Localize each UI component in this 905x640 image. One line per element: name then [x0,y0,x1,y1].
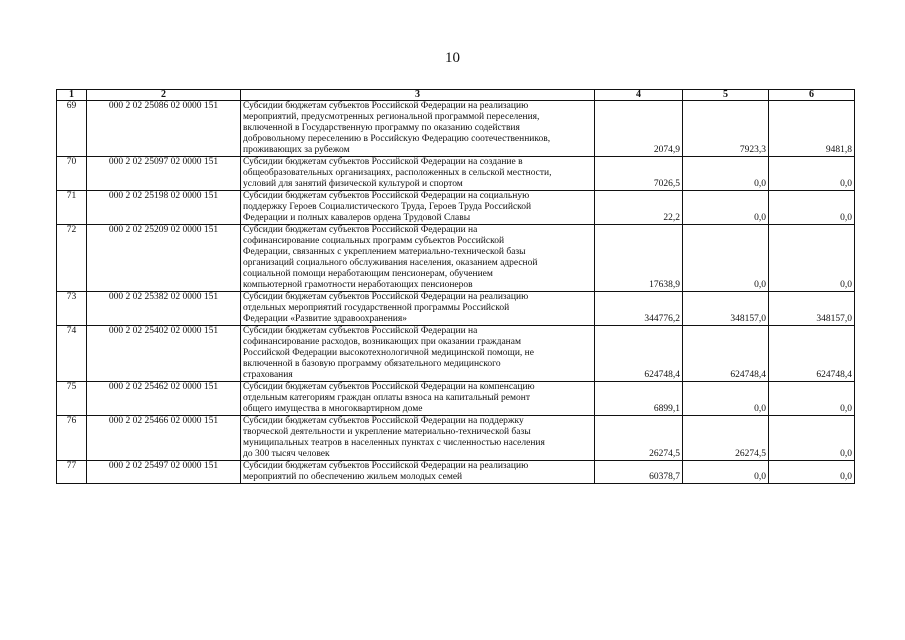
column-header-1: 1 [57,90,87,101]
description-line: Федерации, связанных с укреплением материально-технической базы [243,247,526,257]
row-description [241,191,595,225]
value-col-5: 7923,3 [683,101,769,157]
value-col-6: 0,0 [769,416,855,461]
value-col-4: 2074,9 [595,101,683,157]
value-col-4: 26274,5 [595,416,683,461]
budget-code: 000 2 02 25462 02 0000 151 [87,382,241,416]
value-col-5: 0,0 [683,225,769,292]
description-line: Субсидии бюджетам субъектов Российской Федерации на реализацию [243,461,529,471]
table-row [57,326,855,382]
description-line: до 300 тысяч человек [243,449,330,459]
description-line: включенной в Государственную программу по оказанию содействия [243,123,520,133]
table-row [57,292,855,326]
row-description [241,326,595,382]
value-col-5: 0,0 [683,461,769,484]
description-line: страхования [243,370,293,380]
value-col-4: 6899,1 [595,382,683,416]
row-description [241,292,595,326]
value-col-4: 7026,5 [595,157,683,191]
column-header-6: 6 [769,90,855,101]
value-col-6: 0,0 [769,157,855,191]
row-number: 72 [57,225,87,292]
description-line: организаций социального обслуживания населения, оказанием адресной [243,258,538,268]
value-col-6: 0,0 [769,382,855,416]
description-line: общего имущества в многоквартирном доме [243,404,423,414]
value-col-6: 0,0 [769,225,855,292]
row-description [241,101,595,157]
row-number: 74 [57,326,87,382]
value-col-6: 0,0 [769,191,855,225]
description-line: Субсидии бюджетам субъектов Российской Федерации на реализацию [243,292,529,302]
value-col-4: 22,2 [595,191,683,225]
row-description [241,416,595,461]
value-col-6: 0,0 [769,461,855,484]
table-row [57,461,855,484]
value-col-6: 9481,8 [769,101,855,157]
row-description [241,382,595,416]
value-col-6: 624748,4 [769,326,855,382]
row-number: 76 [57,416,87,461]
description-line: Субсидии бюджетам субъектов Российской Федерации на реализацию [243,101,529,111]
description-line: добровольному переселению в Российскую Федерацию соотечественников, [243,134,551,144]
table-row [57,191,855,225]
row-number: 75 [57,382,87,416]
value-col-5: 348157,0 [683,292,769,326]
description-line: социальной помощи неработающим пенсионерам, обучением [243,269,493,279]
description-line: поддержку Героев Социалистического Труда, Героев Труда Российской [243,202,532,212]
row-number: 70 [57,157,87,191]
table-row [57,416,855,461]
description-line: софинансирование расходов, возникающих при оказании гражданам [243,337,521,347]
table-row [57,382,855,416]
column-header-4: 4 [595,90,683,101]
header-row [57,90,855,101]
budget-table [56,89,855,484]
table-row [57,157,855,191]
description-line: проживающих за рубежом [243,145,350,155]
value-col-4: 624748,4 [595,326,683,382]
description-line: муниципальных театров в населенных пунктах с численностью населения [243,438,545,448]
value-col-5: 26274,5 [683,416,769,461]
description-line: Субсидии бюджетам субъектов Российской Федерации на социальную [243,191,530,201]
description-line: мероприятий, предусмотренных региональной программой переселения, [243,112,540,122]
description-line: Федерации и полных кавалеров ордена Трудовой Славы [243,213,471,223]
description-line: софинансирование социальных программ субъектов Российской [243,236,505,246]
column-header-3: 3 [241,90,595,101]
column-header-2: 2 [87,90,241,101]
description-line: Федерации «Развитие здравоохранения» [243,314,408,324]
description-line: Субсидии бюджетам субъектов Российской Федерации на компенсацию [243,382,535,392]
description-line: творческой деятельности и укрепление материально-технической базы [243,427,531,437]
budget-code: 000 2 02 25086 02 0000 151 [87,101,241,157]
budget-code: 000 2 02 25402 02 0000 151 [87,326,241,382]
row-number: 71 [57,191,87,225]
row-number: 77 [57,461,87,484]
description-line: Российской Федерации высокотехнологичной медицинской помощи, не [243,348,534,358]
description-line: отдельных мероприятий государственной программы Российской [243,303,510,313]
value-col-4: 60378,7 [595,461,683,484]
description-line: включенной в базовую программу обязательного медицинского [243,359,501,369]
description-line: общеобразовательных организациях, расположенных в сельской местности, [243,168,552,178]
value-col-5: 0,0 [683,157,769,191]
value-col-4: 344776,2 [595,292,683,326]
description-line: Субсидии бюджетам субъектов Российской Федерации на поддержку [243,416,524,426]
row-description [241,461,595,484]
row-description [241,225,595,292]
value-col-5: 0,0 [683,191,769,225]
description-line: Субсидии бюджетам субъектов Российской Федерации на [243,225,478,235]
row-description [241,157,595,191]
description-line: компьютерной грамотности неработающих пенсионеров [243,280,473,290]
value-col-4: 17638,9 [595,225,683,292]
value-col-6: 348157,0 [769,292,855,326]
budget-code: 000 2 02 25497 02 0000 151 [87,461,241,484]
description-line: Субсидии бюджетам субъектов Российской Федерации на создание в [243,157,523,167]
budget-code: 000 2 02 25382 02 0000 151 [87,292,241,326]
description-line: мероприятий по обеспечению жильем молодых семей [243,472,463,482]
row-number: 69 [57,101,87,157]
budget-code: 000 2 02 25097 02 0000 151 [87,157,241,191]
budget-code: 000 2 02 25466 02 0000 151 [87,416,241,461]
row-number: 73 [57,292,87,326]
description-line: условий для занятий физической культурой и спортом [243,179,463,189]
table-row [57,101,855,157]
description-line: Субсидии бюджетам субъектов Российской Федерации на [243,326,478,336]
budget-code: 000 2 02 25198 02 0000 151 [87,191,241,225]
value-col-5: 624748,4 [683,326,769,382]
table-row [57,225,855,292]
column-header-5: 5 [683,90,769,101]
page-number: 10 [445,50,460,66]
value-col-5: 0,0 [683,382,769,416]
description-line: отдельным категориям граждан оплаты взноса на капитальный ремонт [243,393,530,403]
budget-code: 000 2 02 25209 02 0000 151 [87,225,241,292]
